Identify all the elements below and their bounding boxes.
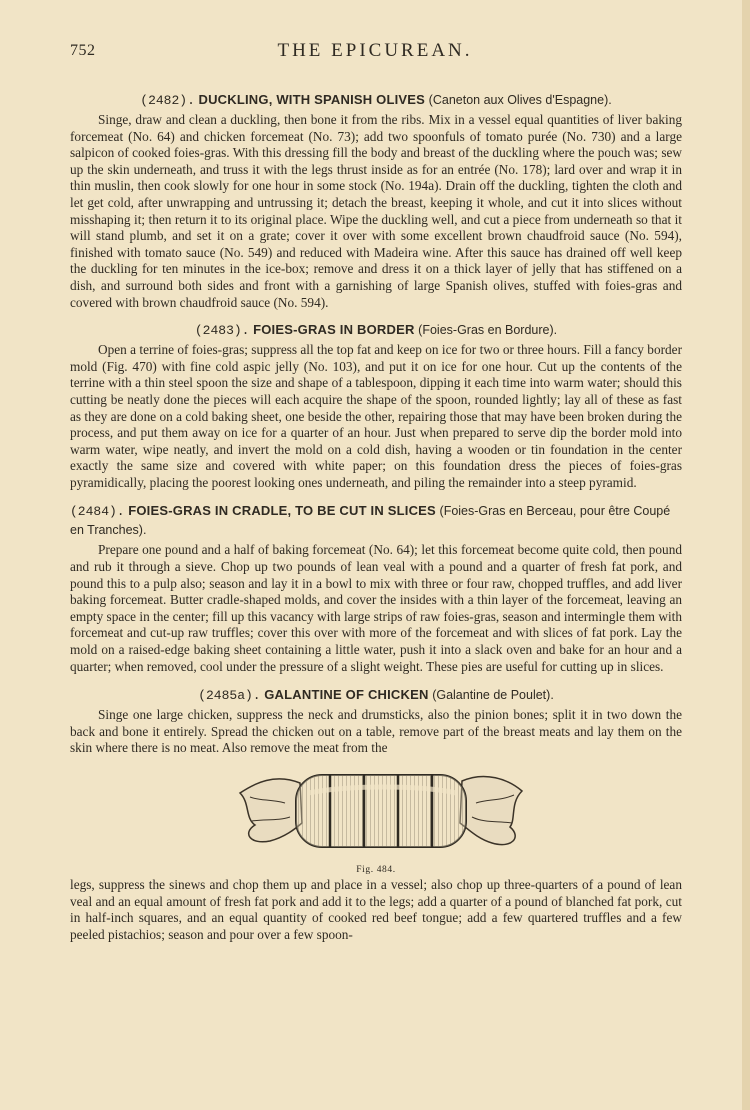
recipe-text-2482: Singe, draw and clean a duckling, then bone it from the ribs. Mix in a vessel equal quantities of liver baking forcemeat (No. 64) and chicken forcemeat (No. 73); add two spoonfuls of tomato purée (No. 730) and a large salpicon of cooked foies-gras. With this dressing fill the body and breast of the duckling where the pouch was; sew up the skin underneath, and truss it with the legs thrust inside as for an entrée (No. 178); lard over and wrap it in thin muslin, then cook slowly for one hour in some stock (No. 194a). Drain off the duckling, tighten the cloth and let get cold, after unwrapping and untrussing it; detach the breast, keeping it whole, and cut it into slices without misshaping it; then return it to its original place. Wipe the duckling well, and cut a piece from underneath so that it will stand plumb, and set it on a grate; cover it over with some excellent brown chaudfroid sauce (No. 594), finished with tomato sauce (No. 549) and reduced with Madeira wine. After this sauce has drained off well keep the duckling for ten minutes in the ice-box; remove and dress it on a thick layer of jelly that has stiffened on a dish, and surround both sides and front with a garnishing of large Spanish olives, stuffed with foies-gras and covered with brown chaudfroid sauce (No. 594). [70, 112, 682, 310]
recipe-number: (2482). [140, 93, 195, 108]
recipe-number: (2483). [194, 323, 250, 339]
recipe-french-title: (Galantine de Poulet). [432, 688, 554, 703]
recipe-french-title: (Foies-Gras en Bordure). [418, 323, 558, 338]
galantine-illustration [230, 763, 530, 861]
page-content [70, 86, 682, 943]
book-title: THE EPICUREAN. [277, 40, 473, 61]
recipe-text-2484: Prepare one pound and a half of baking forcemeat (No. 64); let this forcemeat become quite cold, then pound and rub it through a sieve. Chop up two pounds of lean veal with a pound and a quarter of fresh fat pork, and pound this to a pulp also; season and lay it in a bowl to mix with three or four raw, chopped truffles, and add liver baking forcemeat. Butter cradle-shaped molds, and cover the insides with a thin layer of the forcemeat, leaving an empty space in the center; fill up this vacancy with large strips of raw foies-gras, season and intermingle them with forcemeat and cut-up raw truffles; cover this over with more of the forcemeat and with slices of fat pork. Lay the mold on a raised-edge baking sheet containing a little water, push it into a slack oven and bake for an hour and a quarter; when removed, cool under the pressure of a slight weight. These pies are useful for cutting up in slices. [70, 542, 682, 674]
recipe-title: FOIES-GRAS IN CRADLE, TO BE CUT IN SLICES [128, 503, 436, 519]
recipe-title: GALANTINE OF CHICKEN [264, 687, 429, 703]
recipe-number: (2485a). [198, 688, 261, 704]
recipe-heading-2485a [70, 685, 682, 705]
recipe-french-title: (Caneton aux Olives d'Espagne). [428, 93, 612, 107]
recipe-french-title: (Foies-Gras en Berceau, pour être Coupé en Tranches). [70, 504, 671, 538]
figure-galantine [70, 763, 682, 863]
recipe-number: (2484). [70, 504, 125, 520]
recipe-heading-2483 [70, 320, 682, 340]
page-edge [742, 0, 750, 1110]
page-number: 752 [70, 42, 96, 59]
recipe-text-2485a: Singe one large chicken, suppress the neck and drumsticks, also the pinion bones; split it in two down the back and bone it entirely. Spread the chicken out on a table, remove part of the breast meats and lay them on the skin where there is no meat. Also remove the meat from the [70, 707, 682, 756]
recipe-title: FOIES-GRAS IN BORDER [253, 322, 415, 338]
recipe-text-2483: Open a terrine of foies-gras; suppress all the top fat and keep on ice for two or three hours. Fill a fancy border mold (Fig. 470) with fine cold aspic jelly (No. 103), and put it on ice for one hour. Cut up the contents of the terrine with a thin steel spoon the size and shape of a tablespoon, dipping it each time into warm water; should this cutting be neatly done the pieces will each acquire the shape of the spoon, rounded lightly; lay all of these as fast as they are done on a cold baking sheet, one beside the other, repairing those that may have been broken during the process, and put them away on ice for a quarter of an hour. Just when prepared to serve dip the border mold into warm water, wipe neatly, and invert the mold on a cold dish, having a wooden or tin foundation in the center exactly the same size and covered with white paper; on this foundation dress the pieces of foies-gras pyramidically, placing the poorest looking ones underneath, and piling the remainder into a steep pyramid. [70, 342, 682, 490]
running-header [0, 40, 750, 64]
recipe-text-2485a-continued: legs, suppress the sinews and chop them up and place in a vessel; also chop up three-quarters of a pound of lean veal and an equal amount of fresh fat pork and add it to the legs; add a quarter of a pound of blanched fat pork, cut in half-inch squares, and an equal quantity of cooked red beef tongue; add a few quartered truffles and a few peeled pistachios; season and pour over a few spoon- [70, 877, 682, 942]
figure-caption: Fig. 484. [356, 865, 396, 875]
recipe-title: DUCKLING, WITH SPANISH OLIVES [198, 92, 426, 107]
recipe-heading-2484 [70, 501, 682, 540]
recipe-heading-2482 [70, 90, 682, 110]
